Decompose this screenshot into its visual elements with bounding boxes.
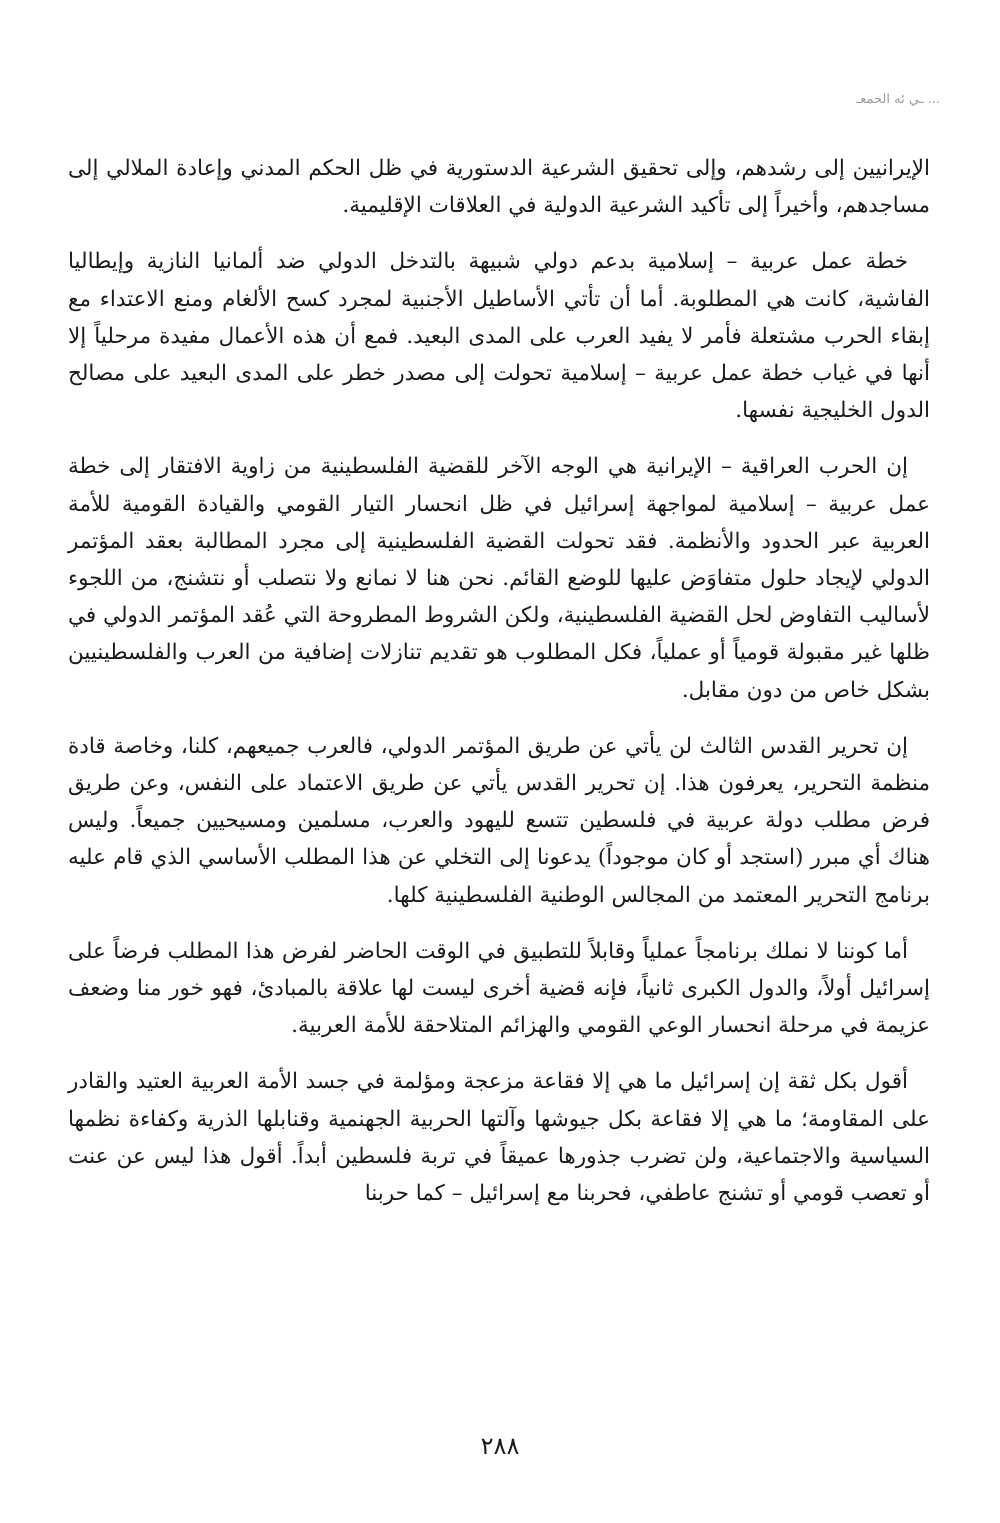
paragraph-continued: الإيرانيين إلى رشدهم، وإلى تحقيق الشرعية الدستورية في ظل الحكم المدني وإعادة الملالي إلى مساجدهم، وأخيراً إلى تأكيد الشرعية الدولية في العلاقات الإقليمية. <box>68 156 930 219</box>
paragraph: إن تحرير القدس الثالث لن يأتي عن طريق المؤتمر الدولي، فالعرب جميعهم، كلنا، وخاصة قادة منظمة التحرير، يعرفون هذا. إن تحرير القدس يأتي عن طريق الاعتماد على النفس، وعن طريق فرض مطلب دولة عربية في فلسطين تتسع لليهود والعرب، مسلمين ومسيحيين جميعاً. وليس هناك أي مبرر (استجد أو كان موجوداً) يدعونا إلى التخلي عن هذا المطلب الأساسي الذي قام عليه برنامج التحرير المعتمد من المجالس الوطنية الفلسطينية كلها. <box>68 733 930 908</box>
paragraph: إن الحرب العراقية – الإيرانية هي الوجه الآخر للقضية الفلسطينية من زاوية الافتقار إلى خطة عمل عربية – إسلامية لمواجهة إسرائيل في ظل انحسار التيار القومي والقيادة القومية للأمة العربية عبر الحدود والأنظمة. فقد تحولت القضية الفلسطينية إلى مجرد المطالبة بعقد المؤتمر الدولي لإيجاد حلول متفاوَض عليها للوضع القائم. نحن هنا لا نمانع ولا نتصلب أو نتشنج، من اللجوء لأساليب التفاوض لحل القضية الفلسطينية، ولكن الشروط المطروحة التي عُقد المؤتمر الدولي في ظلها غير مقبولة قومياً أو عملياً، فكل المطلوب هو تقديم تنازلات إضافية من العرب والفلسطينيين بشكل خاص من دون مقابل. <box>68 454 930 703</box>
paragraph: أما كوننا لا نملك برنامجاً عملياً وقابلاً للتطبيق في الوقت الحاضر لفرض هذا المطلب فرضاً على إسرائيل أولاً، والدول الكبرى ثانياً، فإنه قضية أخرى ليست لها علاقة بالمبادئ، فهو خور منا وضعف عزيمة في مرحلة انحسار الوعي القومي والهزائم المتلاحقة للأمة العربية. <box>68 938 930 1039</box>
paragraph: خطة عمل عربية – إسلامية بدعم دولي شبيهة بالتدخل الدولي ضد ألمانيا النازية وإيطاليا الفاشية، كانت هي المطلوبة. أما أن تأتي الأساطيل الأجنبية لمجرد كسح الألغام ومنع الاعتداء مع إبقاء الحرب مشتعلة فأمر لا يفيد العرب على المدى البعيد. فمع أن هذه الأعمال مفيدة مرحلياً إلا أنها في غياب خطة عمل عربية – إسلامية تحولت إلى مصدر خطر على المدى البعيد على مصالح الدول الخليجية نفسها. <box>68 249 930 424</box>
running-head: ... ـي ئه الحمعـ <box>856 92 940 107</box>
paragraph: أقول بكل ثقة إن إسرائيل ما هي إلا فقاعة مزعجة ومؤلمة في جسد الأمة العربية العتيد والقادر على المقاومة؛ ما هي إلا فقاعة بكل جيوشها وآلتها الحربية الجهنمية وقنابلها الذرية وكفاءة نظمها السياسية والاجتماعية، ولن تضرب جذورها عميقاً في تربة فلسطين أبداً. أقول هذا ليس عن عنت أو تعصب قومي أو تشنج عاطفي، فحربنا مع إسرائيل – كما حربنا <box>68 1069 930 1207</box>
body-text <box>68 150 930 1231</box>
page-number: ٢٨٨ <box>480 1432 520 1460</box>
